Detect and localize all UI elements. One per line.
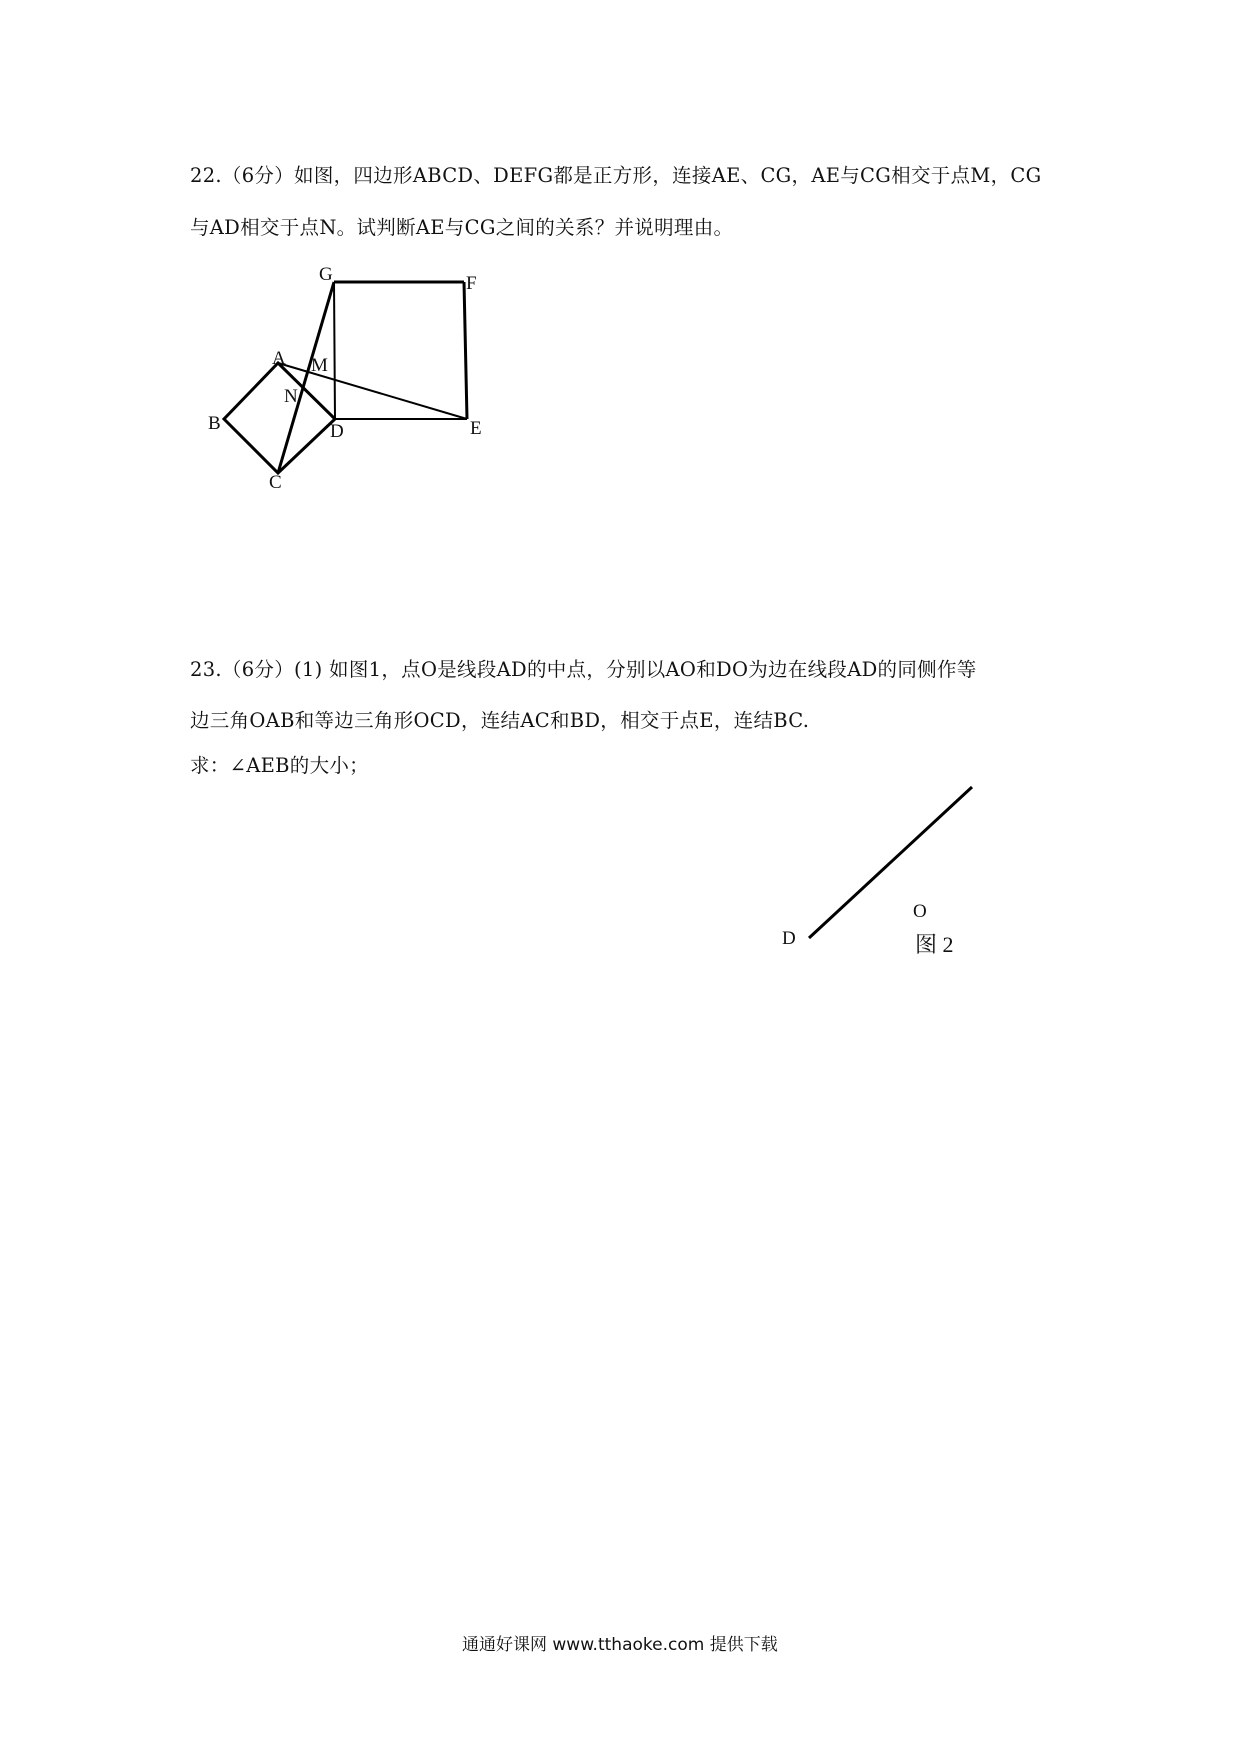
figure-caption: 图 2 (915, 932, 954, 957)
label-c: C (269, 472, 282, 493)
label-g: G (319, 264, 333, 285)
label-m: M (311, 355, 328, 376)
q23-line2: 边三角OAB和等边三角形OCD，连结AC和BD，相交于点E，连结BC. (190, 709, 810, 732)
label-d2: D (782, 928, 796, 949)
label-d: D (330, 421, 344, 442)
q23-line3: 求：∠AEB的大小； (190, 754, 369, 777)
label-e: E (470, 418, 482, 439)
q23-line1: 23.（6分）(1) 如图1，点O是线段AD的中点，分别以AO和DO为边在线段AD的同侧作等 (190, 658, 977, 681)
label-n: N (284, 386, 298, 407)
q22-line2: 与AD相交于点N。试判断AE与CG之间的关系？并说明理由。 (190, 216, 734, 239)
label-f: F (466, 273, 477, 294)
page-footer: 通通好课网 www.tthaoke.com 提供下载 (462, 1635, 778, 1655)
q22-line1: 22.（6分）如图，四边形ABCD、DEFG都是正方形，连接AE、CG，AE与CG相交于点M，CG (190, 164, 1042, 187)
label-a: A (272, 348, 286, 369)
label-b: B (208, 413, 221, 434)
segment-do (809, 787, 972, 938)
label-o: O (913, 901, 927, 922)
